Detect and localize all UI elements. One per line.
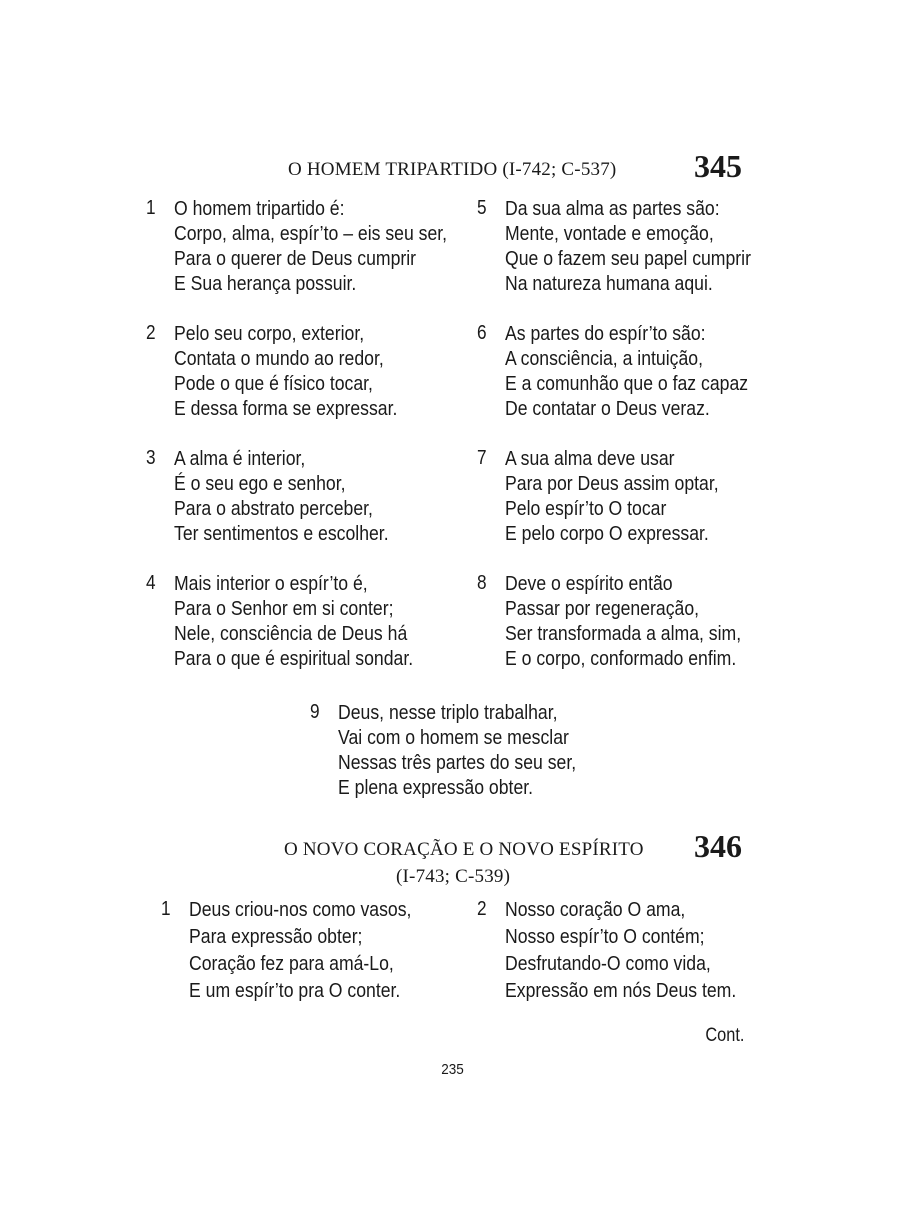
hymn-346-number: 346	[694, 828, 742, 864]
hymn-346-title: O NOVO CORAÇÃO E O NOVO ESPÍRITO	[284, 839, 644, 860]
verse-line: Para o que é espiritual sondar.	[174, 647, 414, 670]
verse-line: E Sua herança possuir.	[174, 272, 357, 295]
verse-number: 3	[146, 447, 156, 469]
verse-line: Ter sentimentos e escolher.	[174, 522, 389, 545]
verse-line: Para o abstrato perceber,	[174, 497, 373, 520]
verse-line: Na natureza humana aqui.	[505, 272, 713, 295]
verse-line: Para o Senhor em si conter;	[174, 597, 394, 620]
verse-line: Nosso espír’to O contém;	[505, 925, 705, 948]
verse-line: Deus, nesse triplo trabalhar,	[338, 701, 558, 724]
verse-line: E o corpo, conformado enfim.	[505, 647, 737, 670]
verse-line: Corpo, alma, espír’to – eis seu ser,	[174, 222, 448, 245]
verse-line: As partes do espír’to são:	[505, 322, 706, 345]
verse-line: E dessa forma se expressar.	[174, 397, 398, 420]
verse-line: Coração fez para amá-Lo,	[189, 952, 394, 975]
verse-line: Passar por regeneração,	[505, 597, 700, 620]
verse-line: Ser transformada a alma, sim,	[505, 622, 742, 645]
verse-number: 7	[477, 447, 487, 469]
verse-line: A consciência, a intuição,	[505, 347, 703, 370]
verse-line: Nele, consciência de Deus há	[174, 622, 408, 645]
verse-line: Para expressão obter;	[189, 925, 363, 948]
continuation-note: Cont.	[704, 1025, 744, 1046]
verse-number: 8	[477, 572, 487, 594]
verse-number: 2	[477, 898, 487, 920]
page-number: 235	[441, 1061, 464, 1078]
verse-number: 1	[161, 898, 171, 920]
verse-line: É o seu ego e senhor,	[174, 472, 346, 495]
verse-line: Nosso coração O ama,	[505, 898, 686, 921]
verse-line: Pelo seu corpo, exterior,	[174, 322, 365, 345]
verse-line: Para por Deus assim optar,	[505, 472, 719, 495]
verse-line: A sua alma deve usar	[505, 447, 675, 470]
verse-number: 5	[477, 197, 487, 219]
hymn-345-title: O HOMEM TRIPARTIDO (I-742; C-537)	[288, 159, 617, 180]
verse-number: 4	[146, 572, 156, 594]
verse-line: A alma é interior,	[174, 447, 306, 470]
verse-line: Que o fazem seu papel cumprir	[505, 247, 751, 270]
verse-line: E pelo corpo O expressar.	[505, 522, 709, 545]
verse-line: Deus criou-nos como vasos,	[189, 898, 412, 921]
verse-line: Pelo espír’to O tocar	[505, 497, 667, 520]
verse-line: Pode o que é físico tocar,	[174, 372, 373, 395]
verse-line: Contata o mundo ao redor,	[174, 347, 384, 370]
verse-line: Deve o espírito então	[505, 572, 673, 595]
verse-line: Desfrutando-O como vida,	[505, 952, 711, 975]
verse-line: Vai com o homem se mesclar	[338, 726, 569, 749]
verse-line: Para o querer de Deus cumprir	[174, 247, 417, 270]
verse-number: 6	[477, 322, 487, 344]
verse-line: Nessas três partes do seu ser,	[338, 751, 577, 774]
verse-number: 1	[146, 197, 156, 219]
hymn-346-subtitle: (I-743; C-539)	[396, 866, 511, 887]
verse-line: Expressão em nós Deus tem.	[505, 979, 737, 1002]
verse-line: Mais interior o espír’to é,	[174, 572, 368, 595]
verse-line: O homem tripartido é:	[174, 197, 345, 220]
verse-line: De contatar o Deus veraz.	[505, 397, 710, 420]
hymn-345-number: 345	[694, 148, 742, 184]
verse-line: Da sua alma as partes são:	[505, 197, 720, 220]
verse-line: Mente, vontade e emoção,	[505, 222, 714, 245]
verse-line: E plena expressão obter.	[338, 776, 534, 799]
verse-line: E a comunhão que o faz capaz	[505, 372, 749, 395]
verse-number: 9	[310, 701, 320, 723]
verse-number: 2	[146, 322, 156, 344]
verse-line: E um espír’to pra O conter.	[189, 979, 401, 1002]
